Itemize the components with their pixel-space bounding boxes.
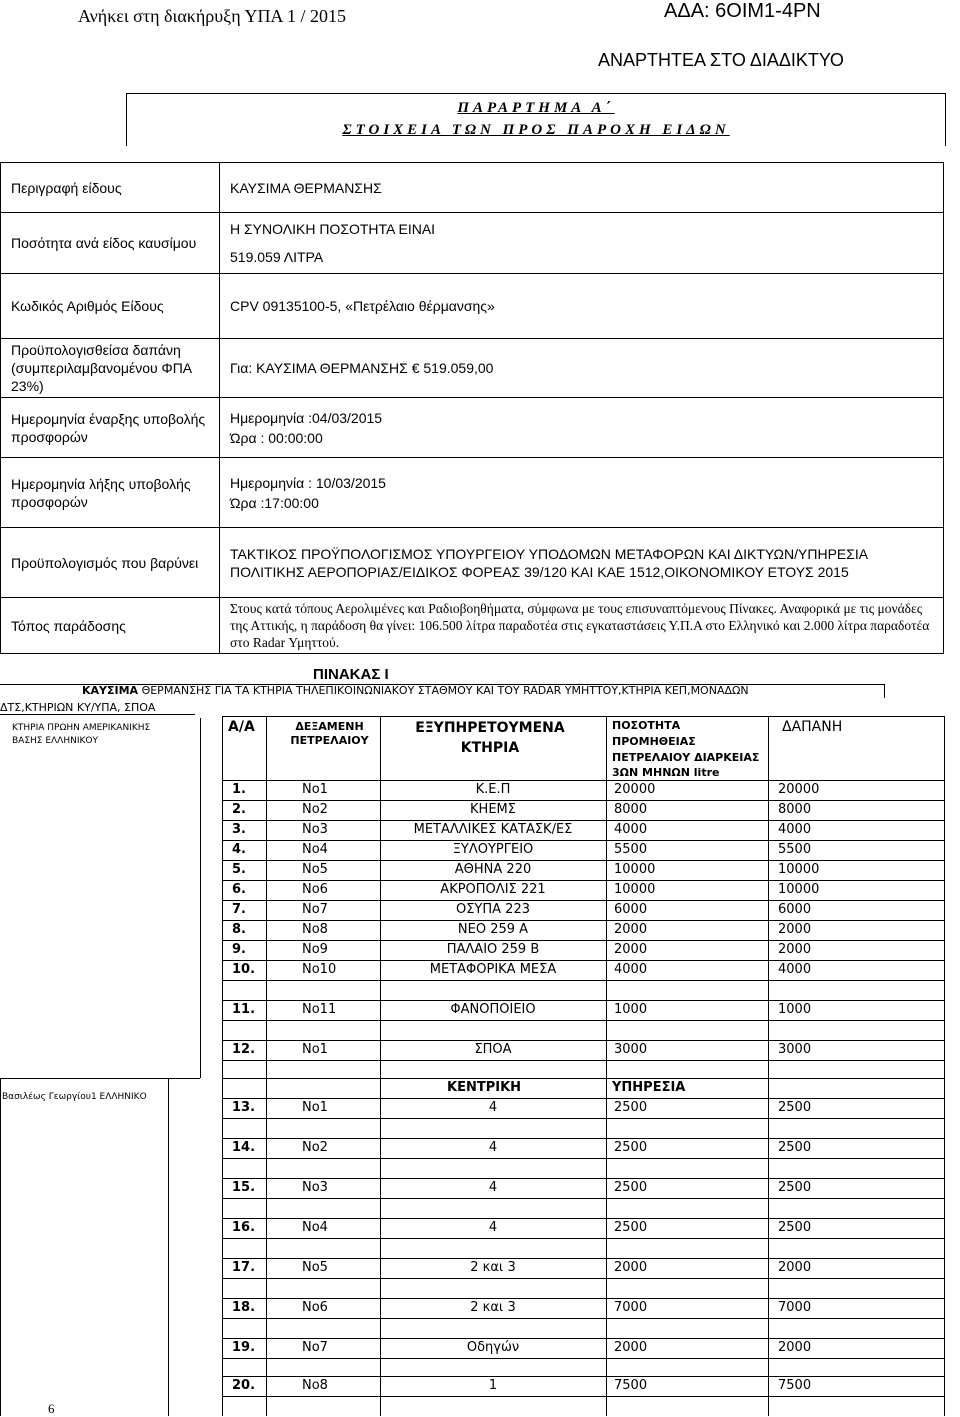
table-column-line (266, 716, 267, 1416)
row-aa: 12. (232, 1042, 256, 1057)
row-tank: Νο4 (302, 1220, 328, 1235)
table-row-bottom (222, 1278, 944, 1279)
annex-box (126, 93, 946, 146)
row-building: ΞΥΛΟΥΡΓΕΙΟ (452, 842, 534, 857)
table-row-line (222, 920, 944, 921)
row-aa: 8. (232, 922, 246, 937)
row-aa: 13. (232, 1100, 256, 1115)
header-aa: Α/Α (228, 719, 255, 735)
row-cost: 2000 (778, 942, 812, 957)
details-row (1, 213, 944, 274)
table-row-line (222, 1178, 944, 1179)
details-row (1, 598, 944, 654)
table-row-line (222, 1258, 944, 1259)
row-building: 2 και 3 (470, 1300, 516, 1315)
row-tank: Νο7 (302, 902, 328, 917)
details-row (1, 398, 944, 458)
table-row-line (222, 960, 944, 961)
table-header-top (222, 716, 944, 717)
annex-subtitle: ΣΤΟΙΧΕΙΑ ΤΩΝ ΠΡΟΣ ΠΑΡΟΧΗ ΕΙΔΩΝ (342, 122, 730, 138)
row-cost: 10000 (778, 882, 820, 897)
left-column-border-3 (168, 1078, 169, 1416)
row-tank: Νο11 (302, 1002, 337, 1017)
details-row (1, 528, 944, 598)
table-column-line (944, 716, 945, 1416)
row-cost: 2500 (778, 1220, 812, 1235)
table-row-bottom (222, 1238, 944, 1239)
row-building: ΚΗΕΜΣ (470, 802, 516, 817)
row-cost: 4000 (778, 962, 812, 977)
row-tank: Νο1 (302, 1042, 328, 1057)
row-qty: 4000 (614, 962, 648, 977)
row-qty: 7000 (614, 1300, 648, 1315)
row-building: ΜΕΤΑΛΛΙΚΕΣ ΚΑΤΑΣΚ/ΕΣ (413, 822, 573, 837)
row-building: 4 (488, 1180, 498, 1195)
table-row-bottom (222, 1396, 944, 1397)
table-row-line (222, 1138, 944, 1139)
detail-value: Ημερομηνία :04/03/2015 Ώρα : 00:00:00 (220, 398, 944, 458)
row-qty: 1000 (614, 1002, 648, 1017)
row-qty: 4000 (614, 822, 648, 837)
table-row-bottom (222, 1358, 944, 1359)
row-qty: 20000 (614, 782, 656, 797)
row-qty: 2500 (614, 1100, 648, 1115)
detail-value: ΤΑΚΤΙΚΟΣ ΠΡΟΫΠΟΛΟΓΙΣΜΟΣ ΥΠΟΥΡΓΕΙΟΥ ΥΠΟΔΟΜΩΝ ΜΕΤΑΦΟΡΩΝ ΚΑΙ ΔΙΚΤΥΩΝ/ΥΠΗΡΕΣΙΑ ΠΟΛΙΤΙΚΗΣ ΑΕΡΟΠΟΡΙΑΣ/ΕΙΔΙΚΟΣ ΦΟΡΕΑΣ 39/120 ΚΑΙ ΚΑΕ 1512,ΟΙΚΟΝΟΜΙΚΟΥ ΕΤΟΥΣ 2015 (220, 528, 944, 598)
detail-value: ΚΑΥΣΙΜΑ ΘΕΡΜΑΝΣΗΣ (220, 163, 944, 213)
header-left: Ανήκει στη διακήρυξη ΥΠΑ 1 / 2015 (78, 6, 346, 26)
row-building: 2 και 3 (470, 1260, 516, 1275)
detail-label: Κωδικός Αριθμός Είδους (1, 274, 220, 339)
row-cost: 2000 (778, 1340, 812, 1355)
table-row-line (222, 1376, 944, 1377)
desc-text: ΘΕΡΜΑΝΣΗΣ ΓΙΑ ΤΑ ΚΤΗΡΙΑ ΤΗΛΕΠΙΚΟΙΝΩΝΙΑΚΟΥ ΣΤΑΘΜΟΥ ΚΑΙ ΤΟΥ RADAR ΥΜΗΤΤΟΥ,ΚΤΗΡΙΑ ΚΕΠ,ΜΟΝΑΔΩΝ (141, 684, 749, 697)
ada-code: ΑΔΑ: 6ΟΙΜ1-4ΡΝ (664, 0, 821, 22)
row-cost: 7500 (778, 1378, 812, 1393)
row-tank: Νο1 (302, 782, 328, 797)
table-row-line (222, 900, 944, 901)
table-row-bottom (222, 1060, 944, 1061)
table-row-bottom (222, 1318, 944, 1319)
row-aa: 3. (232, 822, 246, 837)
table-row-line (222, 940, 944, 941)
row-tank: Νο3 (302, 822, 328, 837)
row-tank: Νο10 (302, 962, 337, 977)
side-note: ΚΤΗΡΙΑ ΠΡΩΗΝ ΑΜΕΡΙΚΑΝΙΚΗΣ ΒΑΣΗΣ ΕΛΛΗΝΙΚΟΥ (12, 723, 151, 746)
row-cost: 5500 (778, 842, 812, 857)
table-row-line (222, 1298, 944, 1299)
row-cost: 2500 (778, 1100, 812, 1115)
row-aa: 7. (232, 902, 246, 917)
row-cost: 4000 (778, 822, 812, 837)
row-aa: 10. (232, 962, 256, 977)
table-row-line (222, 1218, 944, 1219)
table-row-line (222, 780, 944, 781)
row-cost: 2000 (778, 1260, 812, 1275)
row-cost: 8000 (778, 802, 812, 817)
row-building: ΟΣΥΠΑ 223 (455, 902, 530, 917)
row-building: ΣΠΟΑ (474, 1042, 512, 1057)
table-column-line (606, 716, 607, 1416)
row-qty: 2000 (614, 942, 648, 957)
row-tank: Νο7 (302, 1340, 328, 1355)
row-tank: Νο1 (302, 1100, 328, 1115)
table-row-line (222, 1338, 944, 1339)
table-row-bottom (222, 1198, 944, 1199)
left-column-border-2 (0, 1078, 1, 1416)
row-aa: 5. (232, 862, 246, 877)
row-tank: Νο2 (302, 1140, 328, 1155)
row-cost: 1000 (778, 1002, 812, 1017)
table-row-bottom (222, 1118, 944, 1119)
row-cost: 2500 (778, 1140, 812, 1155)
detail-label: Ημερομηνία λήξης υποβολής προσφορών (1, 458, 220, 528)
row-aa: 6. (232, 882, 246, 897)
left-column-bottom (0, 1078, 200, 1079)
row-qty: 10000 (614, 862, 656, 877)
detail-label: Προϋπολογισθείσα δαπάνη (συμπεριλαμβανομένου ΦΠΑ 23%) (1, 339, 220, 398)
row-qty: 2500 (614, 1180, 648, 1195)
desc-underline (0, 714, 195, 715)
row-cost: 2000 (778, 922, 812, 937)
table-row-line (222, 1040, 944, 1041)
table-right-tick (884, 684, 885, 698)
row-aa: 16. (232, 1220, 256, 1235)
details-row (1, 458, 944, 528)
table-row-bottom (222, 1158, 944, 1159)
annex-title: ΠΑΡΑΡΤΗΜΑ Α΄ (457, 100, 615, 116)
row-cost: 3000 (778, 1042, 812, 1057)
row-aa: 20. (232, 1378, 256, 1393)
row-aa: 18. (232, 1300, 256, 1315)
details-row (1, 339, 944, 398)
row-qty: 7500 (614, 1378, 648, 1393)
row-cost: 20000 (778, 782, 820, 797)
table-row-line (222, 880, 944, 881)
row-qty: 2500 (614, 1220, 648, 1235)
row-aa: 14. (232, 1140, 256, 1155)
row-tank: Νο4 (302, 842, 328, 857)
row-cost: 10000 (778, 862, 820, 877)
row-qty: 2500 (614, 1140, 648, 1155)
row-aa: 9. (232, 942, 246, 957)
row-building: ΦΑΝΟΠΟΙΕΙΟ (450, 1002, 536, 1017)
row-building: ΑΚΡΟΠΟΛΙΣ 221 (440, 882, 546, 897)
row-qty: 6000 (614, 902, 648, 917)
table-row-bottom (222, 1020, 944, 1021)
detail-value: Ημερομηνία : 10/03/2015 Ώρα :17:00:00 (220, 458, 944, 528)
row-aa: 19. (232, 1340, 256, 1355)
header-cost: ΔΑΠΑΝΗ (782, 719, 843, 735)
table-row-line (222, 1098, 944, 1099)
row-building: Κ.Ε.Π (475, 782, 511, 797)
row-aa: 15. (232, 1180, 256, 1195)
details-row (1, 163, 944, 213)
side-note-address: Βασιλέως Γεωργίου1 ΕΛΛΗΝΙΚΟ (2, 1092, 147, 1102)
table-column-line (222, 716, 223, 1416)
row-aa: 1. (232, 782, 246, 797)
detail-label: Ημερομηνία έναρξης υποβολής προσφορών (1, 398, 220, 458)
row-qty: 2000 (614, 1340, 648, 1355)
row-building: ΠΑΛΑΙΟ 259 Β (446, 942, 540, 957)
row-tank: Νο5 (302, 1260, 328, 1275)
detail-label: Περιγραφή είδους (1, 163, 220, 213)
table-row-line (222, 820, 944, 821)
detail-label: Προϋπολογισμός που βαρύνει (1, 528, 220, 598)
header-buildings: ΕΞΥΠΗΡΕΤΟΥΜΕΝΑ ΚΤΗΡΙΑ (415, 720, 565, 756)
row-qty: 2000 (614, 1260, 648, 1275)
row-tank: Νο3 (302, 1180, 328, 1195)
row-aa: 11. (232, 1002, 256, 1017)
details-table (0, 162, 944, 654)
section-label-left: ΚΕΝΤΡΙΚΗ (447, 1080, 522, 1095)
row-qty: 3000 (614, 1042, 648, 1057)
row-cost: 2500 (778, 1180, 812, 1195)
page-number: 6 (48, 1401, 55, 1416)
row-qty: 8000 (614, 802, 648, 817)
detail-value: Στους κατά τόπους Αερολιμένες και Ραδιοβοηθήματα, σύμφωνα με τους επισυναπτόμενους Πίνακες. Αναφορικά με τις μονάδες της Αττικής, η παράδοση θα γίνει: 106.500 λίτρα παραδοτέα στις εγκαταστάσεις Υ.Π.Α στο Ελληνικό και 2.000 λίτρα παραδοτέα στο Radar Υμηττού. (220, 598, 944, 654)
table-description-2: ΔΤΣ,ΚΤΗΡΙΩΝ ΚΥ/ΥΠΑ, ΣΠΟΑ (0, 701, 156, 714)
desc-bold: ΚΑΥΣΙΜΑ (82, 684, 139, 697)
row-tank: Νο5 (302, 862, 328, 877)
table-row-line (222, 800, 944, 801)
table-title: ΠΙΝΑΚΑΣ Ι (313, 666, 389, 683)
row-building: ΜΕΤΑΦΟΡΙΚΑ ΜΕΣΑ (429, 962, 557, 977)
row-building: ΝΕΟ 259 Α (457, 922, 529, 937)
detail-value: Η ΣΥΝΟΛΙΚΗ ΠΟΣΟΤΗΤΑ ΕΙΝΑΙ 519.059 ΛΙΤΡΑ (220, 213, 944, 274)
section-line (222, 1078, 944, 1079)
detail-label: Τόπος παράδοσης (1, 598, 220, 654)
detail-value: CPV 09135100-5, «Πετρέλαιο θέρμανσης» (220, 274, 944, 339)
detail-label: Ποσότητα ανά είδος καυσίμου (1, 213, 220, 274)
left-column-border (200, 718, 201, 1078)
row-tank: Νο2 (302, 802, 328, 817)
detail-value: Για: ΚΑΥΣΙΜΑ ΘΕΡΜΑΝΣΗΣ € 519.059,00 (220, 339, 944, 398)
details-row (1, 274, 944, 339)
row-cost: 7000 (778, 1300, 812, 1315)
table-description (82, 684, 749, 697)
row-tank: Νο8 (302, 1378, 328, 1393)
row-tank: Νο9 (302, 942, 328, 957)
table-row-line (222, 1000, 944, 1001)
row-aa: 2. (232, 802, 246, 817)
header-tank: ΔΕΞΑΜΕΝΗ ΠΕΤΡΕΛΑΙΟΥ (290, 720, 369, 747)
table-row-line (222, 860, 944, 861)
row-building: ΑΘΗΝΑ 220 (454, 862, 532, 877)
row-aa: 4. (232, 842, 246, 857)
table-column-line (768, 716, 769, 1416)
header-qty: ΠΟΣΟΤΗΤΑ ΠΡΟΜΗΘΕΙΑΣ ΠΕΤΡΕΛΑΙΟΥ ΔΙΑΡΚΕΙΑΣ (612, 719, 760, 764)
row-building: 4 (488, 1140, 498, 1155)
row-building: 4 (488, 1220, 498, 1235)
row-aa: 17. (232, 1260, 256, 1275)
table-row-bottom (222, 980, 944, 981)
row-building: 4 (488, 1100, 498, 1115)
section-label-right: ΥΠΗΡΕΣΙΑ (612, 1080, 686, 1095)
table-row-line (222, 840, 944, 841)
row-building: 1 (488, 1378, 498, 1393)
publish-note: ΑΝΑΡΤΗΤΕΑ ΣΤΟ ΔΙΑΔΙΚΤΥΟ (598, 50, 844, 70)
row-qty: 5500 (614, 842, 648, 857)
row-building: Οδηγών (466, 1340, 520, 1355)
header-qty-unit: 3ΩΝ ΜΗΝΩΝ litre (612, 766, 720, 779)
row-cost: 6000 (778, 902, 812, 917)
row-tank: Νο6 (302, 1300, 328, 1315)
row-tank: Νο6 (302, 882, 328, 897)
row-qty: 10000 (614, 882, 656, 897)
row-tank: Νο8 (302, 922, 328, 937)
row-qty: 2000 (614, 922, 648, 937)
